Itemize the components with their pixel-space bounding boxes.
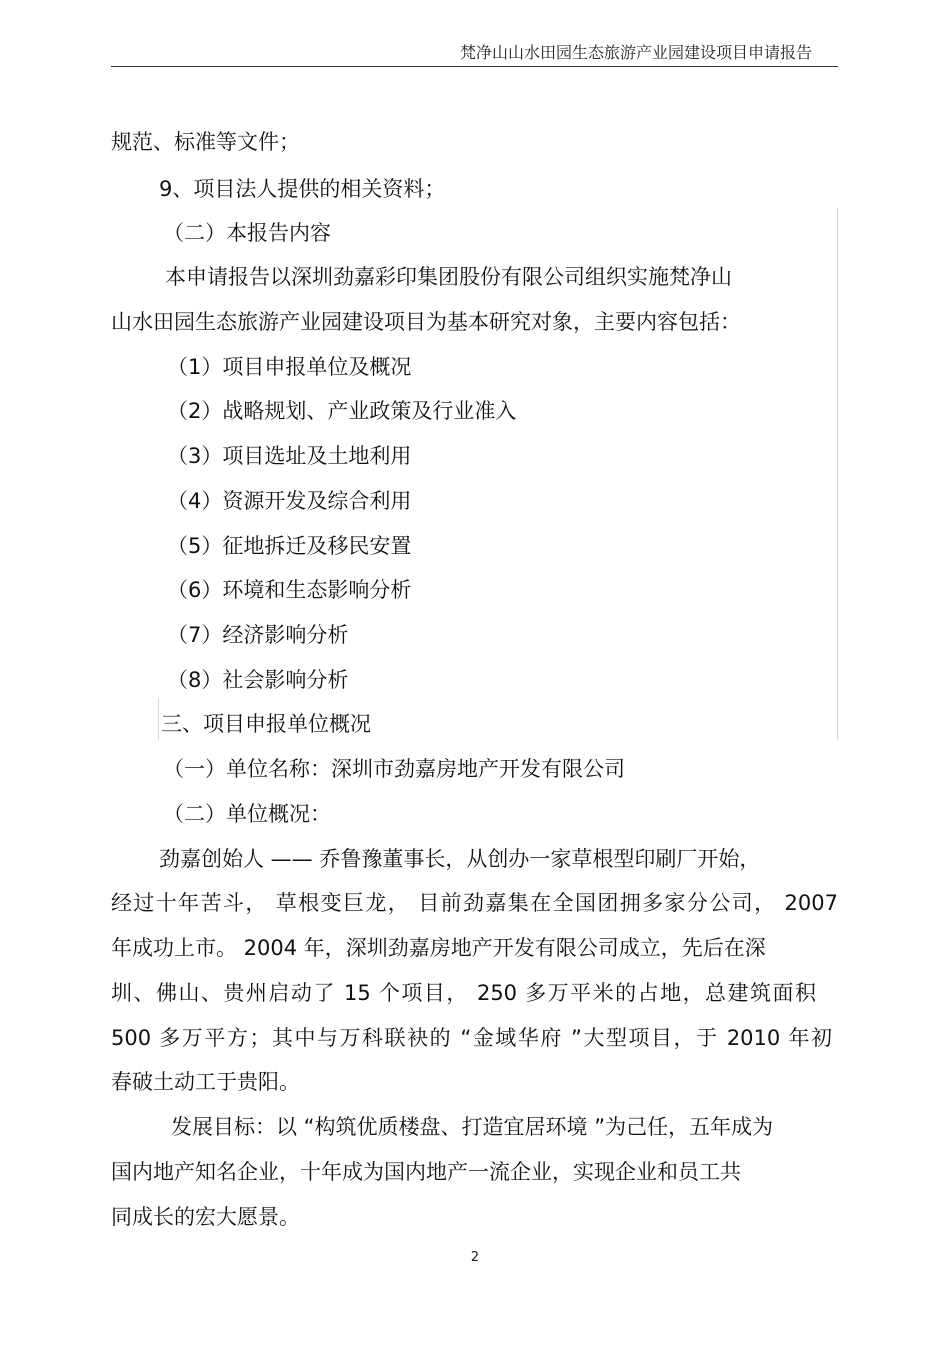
list-item: （6）环境和生态影响分析 [167, 578, 412, 602]
header-title: 梵净山山水田园生态旅游产业园建设项目申请报告 [459, 43, 812, 62]
section-heading: （二）本报告内容 [163, 221, 331, 245]
section-heading: 三、项目申报单位概况 [161, 712, 371, 736]
scan-line-right [837, 208, 838, 740]
body-line: 发展目标：以 “构筑优质楼盘、打造宜居环境 ”为己任，五年成为 [171, 1115, 774, 1139]
body-line: 圳、佛山、贵州启动了 15 个项目， 250 多万平米的占地，总建筑面积 [111, 981, 816, 1005]
body-line: 9、项目法人提供的相关资料； [159, 177, 446, 201]
body-line: （一）单位名称：深圳市劲嘉房地产开发有限公司 [163, 757, 625, 781]
page-number: 2 [470, 1250, 480, 1265]
body-line: 同成长的宏大愿景。 [111, 1205, 300, 1229]
list-item: （3）项目选址及土地利用 [167, 444, 412, 468]
body-line: 春破土动工于贵阳。 [111, 1070, 300, 1094]
list-item: （7）经济影响分析 [167, 623, 349, 647]
list-item: （8）社会影响分析 [167, 668, 349, 692]
list-item: （1）项目申报单位及概况 [167, 355, 412, 379]
body-line: 年成功上市。 2004 年，深圳劲嘉房地产开发有限公司成立，先后在深 [111, 936, 766, 960]
list-item: （2）战略规划、产业政策及行业准入 [167, 399, 517, 423]
body-line: 经过十年苦斗， 草根变巨龙， 目前劲嘉集在全国团拥多家分公司， 2007 [111, 891, 838, 915]
list-item: （4）资源开发及综合利用 [167, 489, 412, 513]
body-line: 山水田园生态旅游产业园建设项目为基本研究对象，主要内容包括： [111, 310, 741, 334]
scan-line-left [158, 697, 159, 740]
body-line: （二）单位概况： [163, 802, 331, 826]
body-line: 本申请报告以深圳劲嘉彩印集团股份有限公司组织实施梵净山 [165, 265, 732, 289]
body-line: 劲嘉创始人 —— 乔鲁豫董事长，从创办一家草根型印刷厂开始， [159, 847, 761, 871]
body-line: 规范、标准等文件； [111, 130, 300, 154]
list-item: （5）征地拆迁及移民安置 [167, 534, 412, 558]
body-line: 500 多万平方；其中与万科联袂的 “金域华府 ”大型项目，于 2010 年初 [111, 1026, 832, 1050]
header-rule [111, 66, 838, 67]
body-line: 国内地产知名企业，十年成为国内地产一流企业，实现企业和员工共 [111, 1160, 741, 1184]
